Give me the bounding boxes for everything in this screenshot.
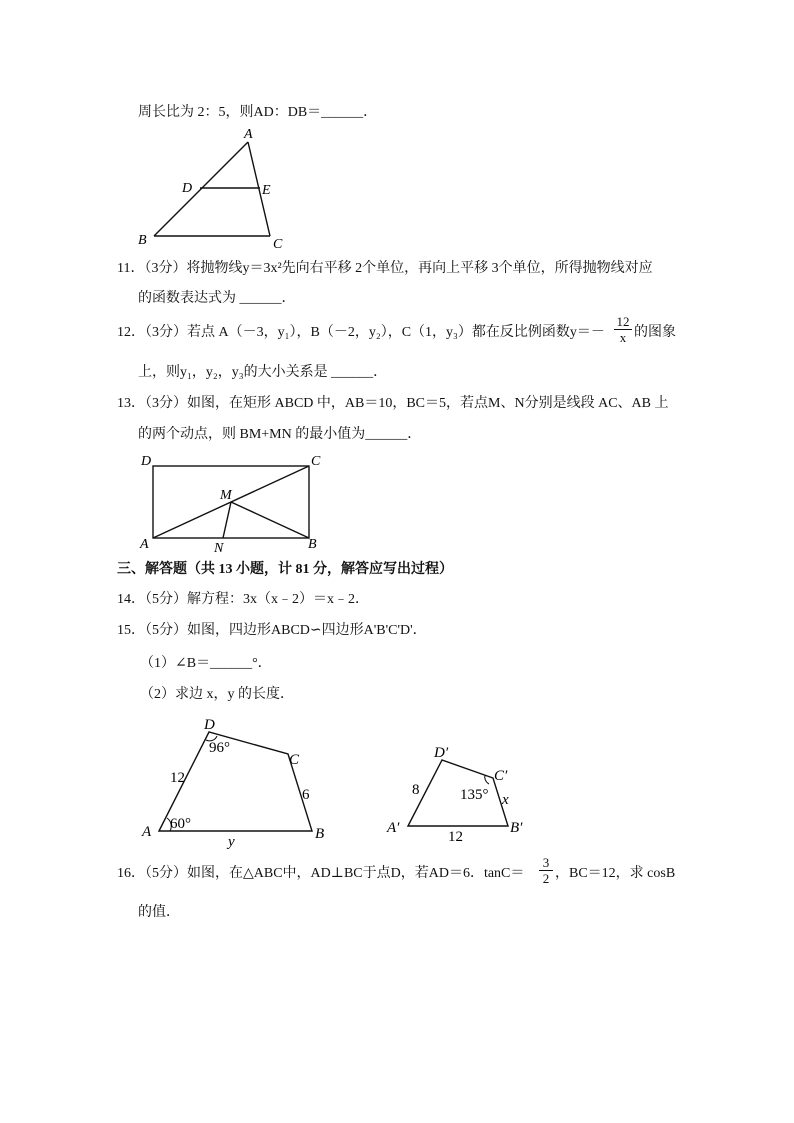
q12-frac-den: x <box>619 330 627 345</box>
q14: 14．（5分）解方程：3x（x﹣2）＝x﹣2． <box>117 592 369 607</box>
label-A: A <box>142 824 152 840</box>
label-B: B <box>308 537 317 552</box>
q11-line2: 的函数表达式为 ______． <box>138 291 296 306</box>
label-D: D <box>141 454 152 469</box>
q15-part2: （2）求边 x，y 的长度． <box>140 687 294 702</box>
angle-D-value: 96° <box>209 740 230 756</box>
label-M: M <box>220 488 232 503</box>
label-N: N <box>214 541 224 556</box>
angle-C-prime-value: 135° <box>460 787 489 803</box>
quadrilateral-a-b-c-d-prime-figure <box>384 740 544 846</box>
q16-line1b: ，BC＝12，求 cosB <box>555 866 676 881</box>
label-B-prime: B′ <box>510 820 523 836</box>
label-B: B <box>138 233 147 248</box>
side-AD-length: 12 <box>170 770 185 786</box>
side-AB-prime-length: 12 <box>448 829 463 845</box>
label-C: C <box>273 237 283 251</box>
label-D-prime: D′ <box>434 745 449 761</box>
label-C: C <box>311 454 321 469</box>
q12-frac-num: 12 <box>614 315 632 330</box>
q15-line1: 15．（5分）如图，四边形ABCD∽四边形A'B'C'D'． <box>117 623 427 638</box>
rectangle-figure <box>136 450 336 556</box>
label-A: A <box>140 537 149 552</box>
q16-line1a: 16．（5分）如图，在△ABC中，AD⊥BC于点D，若AD＝6．tanC＝ <box>117 866 525 881</box>
section-3-heading: 三、解答题（共 13 小题，计 81 分，解答应写出过程） <box>117 562 453 577</box>
q16-frac-den: 2 <box>542 871 550 886</box>
label-C: C <box>289 752 300 768</box>
label-A: A <box>244 127 253 142</box>
q15-part1: （1）∠B＝______°． <box>140 656 272 671</box>
side-BC-length: 6 <box>302 787 310 803</box>
q11-line1: 11．（3分）将抛物线y＝3x²先向右平移 2个单位，再向上平移 3个单位，所得抛物线对应 <box>117 261 653 276</box>
triangle-figure <box>130 125 300 251</box>
label-D: D <box>204 717 215 733</box>
label-A-prime: A′ <box>387 820 400 836</box>
q12-line1b: 的图象 <box>634 325 676 340</box>
label-B: B <box>315 826 325 842</box>
angle-A-value: 60° <box>170 816 191 832</box>
q13-line2: 的两个动点，则 BM+MN 的最小值为______． <box>138 427 422 442</box>
side-AD-prime-length: 8 <box>412 782 420 798</box>
label-E: E <box>262 183 271 198</box>
q12-line2: 上，则y₁，y₂，y₃的大小关系是 ______． <box>138 365 388 380</box>
q10-continuation: 周长比为 2：5，则AD：DB＝______． <box>138 105 378 120</box>
side-BC-prime-length: x <box>502 792 509 808</box>
label-D: D <box>182 181 193 196</box>
q16-frac-num: 3 <box>539 856 553 871</box>
q13-line1: 13．（3分）如图，在矩形 ABCD 中，AB＝10，BC＝5，若点M、N分别是线段 AC、AB 上 <box>117 396 669 411</box>
q12-line1a: 12．（3分）若点 A（－3，y₁），B（－2，y₂），C（1，y₃）都在反比例函数y＝－ <box>117 325 605 340</box>
side-AB-length: y <box>228 834 235 850</box>
quadrilateral-abcd-figure <box>136 712 336 852</box>
label-C-prime: C′ <box>494 768 508 784</box>
q16-line2: 的值． <box>138 905 180 920</box>
